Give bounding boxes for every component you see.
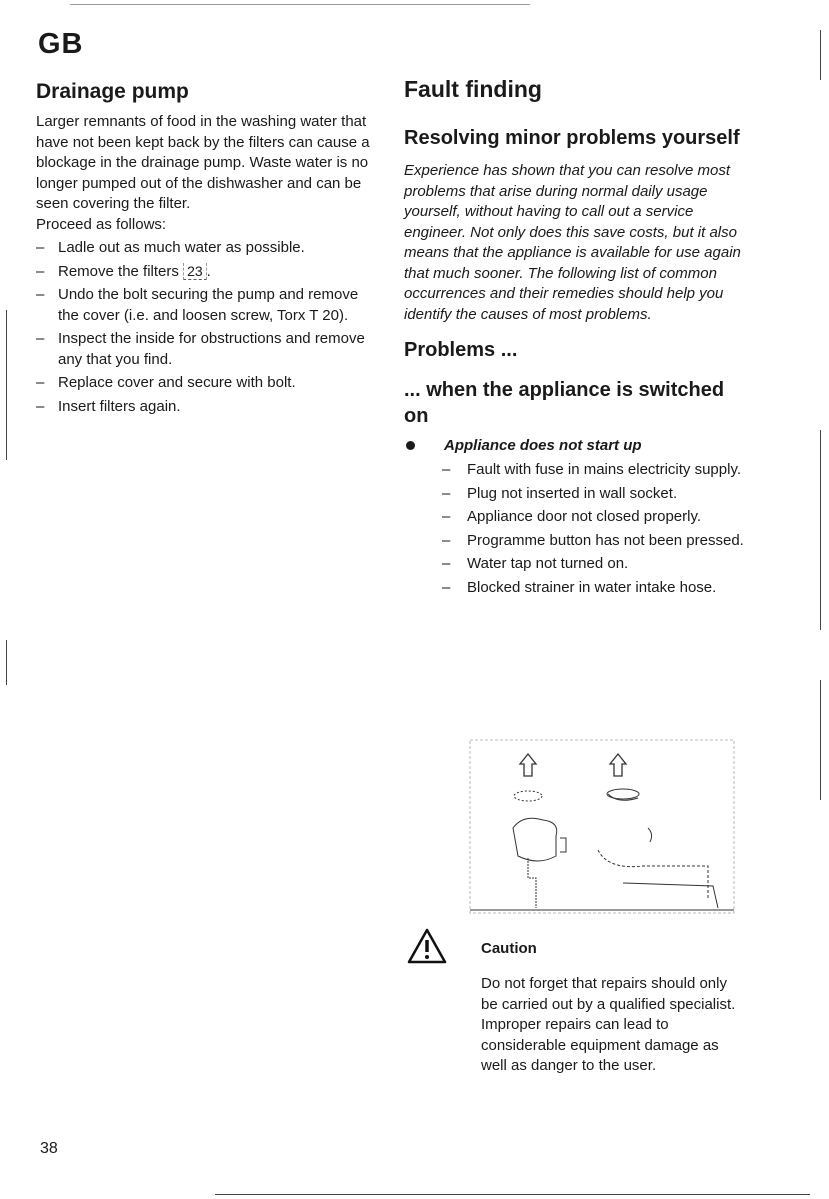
bullet-heading: Appliance does not start up [404, 437, 749, 454]
drainage-pump-heading: Drainage pump [36, 80, 189, 103]
cause-list [442, 460, 749, 598]
list-item: – Fault with fuse in mains electricity supply. [442, 461, 741, 478]
warning-triangle-icon [407, 928, 447, 964]
left-margin-mark [6, 310, 7, 460]
right-margin-mark [820, 30, 821, 80]
list-item: – Blocked strainer in water intake hose. [442, 578, 717, 596]
switched-on-heading: ... when the appliance is switched on [404, 379, 725, 427]
language-code: GB [38, 28, 84, 60]
strainer-diagram-icon [468, 738, 736, 915]
list-item: – Plug not inserted in wall socket. [442, 484, 678, 502]
list-item: – Insert filters again. [36, 397, 181, 415]
problems-heading: Problems ... [404, 339, 518, 361]
bullet-icon [406, 441, 415, 450]
fault-intro: Experience has shown that you can resolve most problems that arise during normal daily usage yourself, without having to call out a service engineer. Not only does this save costs, but it also means that the appliance is available for use again that much sooner. The following list of common occurrences and their remedies should help you identify the causes of most problems. [404, 162, 741, 323]
list-item: – Replace cover and secure with bolt. [36, 374, 296, 391]
caution-text: Do not forget that repairs should only be carried out by a qualified specialist. Improper repairs can lead to considerable equipment damage as well as danger to the user. [481, 975, 736, 1074]
list-item: – Undo the bolt securing the pump and remove the cover (i.e. and loosen screw, Torx T 20). [36, 286, 359, 324]
caution-title: Caution [481, 940, 537, 957]
list-item: – Remove the filters 23 . [36, 262, 211, 280]
list-item: – Inspect the inside for obstructions and remove any that you find. [36, 330, 365, 368]
left-margin-mark [6, 640, 7, 685]
resolving-heading: Resolving minor problems yourself [404, 127, 740, 149]
drainage-steps [36, 238, 376, 417]
drainage-pump-section [36, 80, 376, 420]
page-reference: 23 [183, 263, 207, 280]
page-number: 38 [40, 1140, 58, 1157]
drainage-paragraph: Larger remnants of food in the washing water that have not been kept back by the filters can cause a blockage in the drainage pump. Waste water is no longer pumped out of the dishwasher and can be seen covering the filter. [36, 113, 370, 212]
strainer-illustration [468, 738, 736, 915]
fault-finding-title: Fault finding [404, 76, 542, 102]
list-item: – Programme button has not been pressed. [442, 531, 744, 549]
list-item: – Appliance door not closed properly. [442, 508, 702, 525]
proceed-label: Proceed as follows: [36, 215, 167, 233]
list-item: – Ladle out as much water as possible. [36, 239, 305, 256]
list-item: – Water tap not turned on. [442, 555, 629, 572]
bottom-scan-line [215, 1194, 810, 1195]
right-margin-mark [820, 680, 821, 800]
top-scan-line [70, 4, 530, 5]
right-margin-mark [820, 430, 821, 630]
fault-finding-section [404, 76, 749, 601]
